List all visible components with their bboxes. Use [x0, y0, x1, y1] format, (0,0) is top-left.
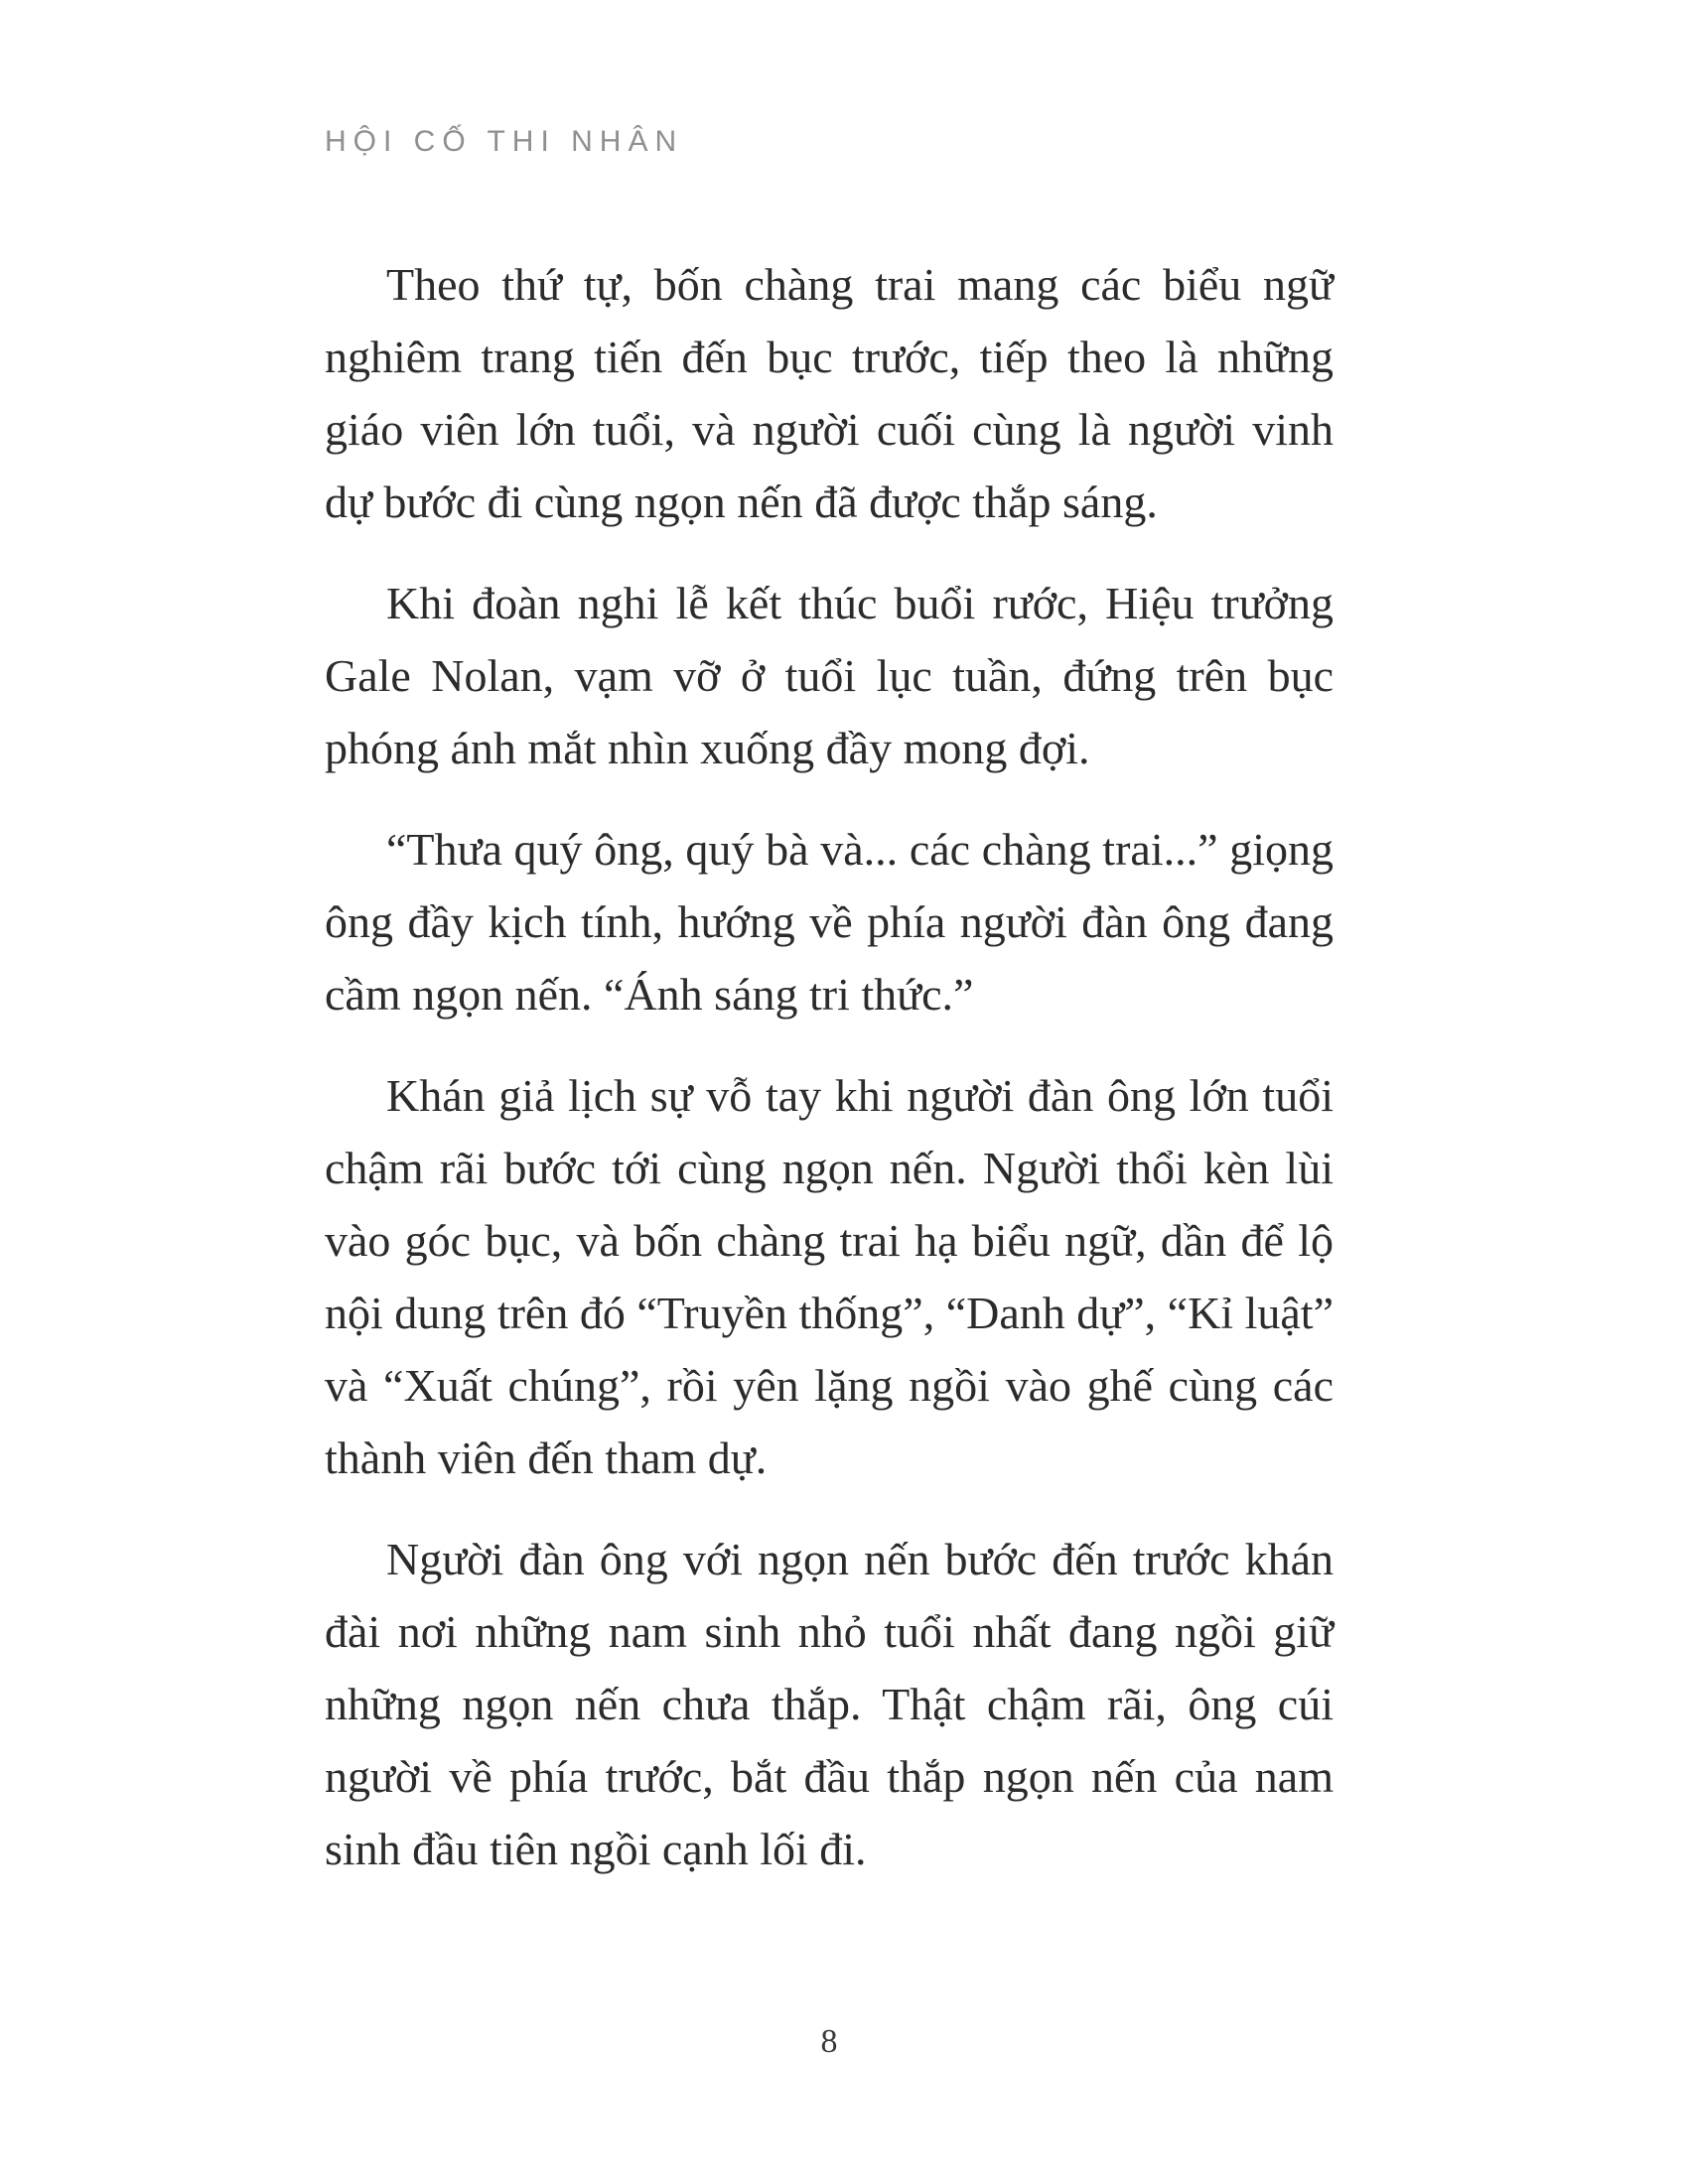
paragraph: Khi đoàn nghi lễ kết thúc buổi rước, Hiệu trưởng Gale Nolan, vạm vỡ ở tuổi lục tuần, đứng trên bục phóng ánh mắt nhìn xuống đầy mong đợi. [325, 578, 1334, 773]
running-header: HỘI CỐ THI NHÂN [325, 125, 684, 158]
paragraph: “Thưa quý ông, quý bà và... các chàng trai...” giọng ông đầy kịch tính, hướng về phía người đàn ông đang cầm ngọn nến. “Ánh sáng tri thức.” [325, 824, 1334, 1020]
body-text [325, 248, 1334, 1914]
paragraph: Khán giả lịch sự vỗ tay khi người đàn ông lớn tuổi chậm rãi bước tới cùng ngọn nến. Người thổi kèn lùi vào góc bục, và bốn chàng trai hạ biểu ngữ, dần để lộ nội dung trên đó “Truyền thống”, “Danh dự”, “Kỉ luật” và “Xuất chúng”, rồi yên lặng ngồi vào ghế cùng các thành viên đến tham dự. [325, 1070, 1334, 1483]
paragraph: Người đàn ông với ngọn nến bước đến trước khán đài nơi những nam sinh nhỏ tuổi nhất đang ngồi giữ những ngọn nến chưa thắp. Thật chậm rãi, ông cúi người về phía trước, bắt đầu thắp ngọn nến của nam sinh đầu tiên ngồi cạnh lối đi. [325, 1534, 1334, 1874]
page-number: 8 [820, 2023, 838, 2060]
paragraph: Theo thứ tự, bốn chàng trai mang các biểu ngữ nghiêm trang tiến đến bục trước, tiếp theo là những giáo viên lớn tuổi, và người cuối cùng là người vinh dự bước đi cùng ngọn nến đã được thắp sáng. [325, 259, 1334, 527]
